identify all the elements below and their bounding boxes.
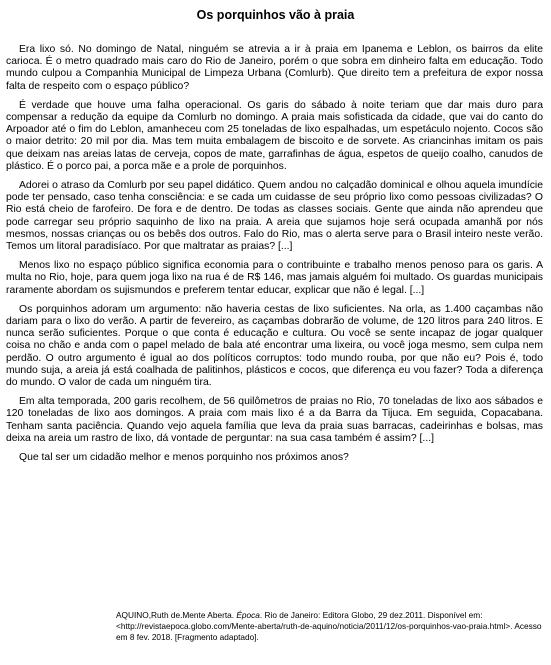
article-body [6,44,543,471]
credit-author: AQUINO,Ruth de.Mente Aberta. [116,610,235,620]
paragraph-5: Os porquinhos adoram um argumento: não haveria cestas de lixo suficientes. Na orla, as 1.400 caçambas não dariam para o lixo do verão. A partir de fevereiro, as caçambas dobrarão de volume, de 120 litros para 240 litros. E nunca serão suficientes. Porque o que conta é educação e cultura. Ou você se sente incapaz de jogar qualquer coisa no chão e anda com o papel melado de bala até encontrar uma lixeira, ou você joga mesmo, sem culpa nem perdão. O outro argumento é igual ao dos políticos corruptos: todo mundo rouba, por que não eu? Pois é, todo mundo suja, a areia já está coalhada de palitinhos, plásticos e cocos, que diferença eu vou fazer? Toda a diferença do mundo. O valor de cada um ninguém tira. [6,303,543,389]
paragraph-2: É verdade que houve uma falha operacional. Os garis do sábado à noite teriam que dar mais duro para compensar a redução da equipe da Comlurb no domingo. A praia mais sofisticada da cidade, que vai do canto do Arpoador até o fim do Leblon, amanheceu com 25 toneladas de lixo espalhadas, um espetáculo nojento. Cocos são o maior detrito: 20 mil por dia. Mas tem muita embalagem de biscoito e de sorvete. As criancinhas imitam os pais que deixam nas areias latas de cerveja, copos de mate, garrafinhas de água, espetos de queijo coalho, canudos de plástico. É o porco pai, a porca mãe e a prole de porquinhos. [6,99,543,172]
paragraph-7: Que tal ser um cidadão melhor e menos porquinho nos próximos anos? [19,452,349,464]
article-title: Os porquinhos vão à praia [196,8,355,22]
credit-publication: Época [236,610,260,620]
paragraph-6: Em alta temporada, 200 garis recolhem, de 56 quilômetros de praias no Rio, 70 toneladas de lixo aos sábados e 120 toneladas de lixo aos domingos. A praia com mais lixo é a da Barra da Tijuca. Em seguida, Copacabana. Tenham santa paciência. Quando vejo aquela família que leva da praia suas barracas, cadeirinhas e bolsas, mas deixa na areia um rastro de lixo, dá vontade de perguntar: na sua casa também é assim? [...] [6,396,543,444]
source-credit [116,610,546,642]
paragraph-1: Era lixo só. No domingo de Natal, ninguém se atrevia a ir à praia em Ipanema e Leblon, os bairros da elite carioca. É o metro quadrado mais caro do Rio de Janeiro, porém o que sobra em dinheiro falta em educação. Todo mundo culpou a Companhia Municipal de Limpeza Urbana (Comlurb). Que direito tem a prefeitura de expor nossa falta de respeito com o espaço público? [6,44,543,92]
credit-details: . Rio de Janeiro: Editora Globo, 29 dez.2011. Disponível em: <http://revistaepoca.globo.com/Mente-aberta/ruth-de-aquino/noticia/2011/12/os-porquinhos-vao-praia.html>. Acesso em 8 fev. 2018. [Fragmento adaptado]. [116,610,542,642]
paragraph-4: Menos lixo no espaço público significa economia para o contribuinte e trabalho menos penoso para os garis. A multa no Rio, hoje, para quem joga lixo na rua é de R$ 146, mas jamais alguém foi multado. Os guardas municipais raramente abordam os sujismundos e preferem tentar educar, explicar que não é legal. [...] [6,260,543,296]
paragraph-3: Adorei o atraso da Comlurb por seu papel didático. Quem andou no calçadão dominical e olhou aquela imundície pode ter pensado, caso tenha consciência: e se cada um cuidasse de seu próprio lixo como pessoas civilizadas? O Rio está cheio de farofeiro. De fora e de dentro. De todas as classes sociais. Gente que ainda não aprendeu que pode carregar seu próprio saquinho de lixo na praia. A areia que sujamos hoje será ocupada amanhã por nós mesmos, nossas crianças ou os bebês dos outros. Falo do Rio, mas o alerta serve para o Brasil inteiro neste verão. Temos um litoral paradisíaco. Por que maltratar as praias? [...] [6,180,543,253]
